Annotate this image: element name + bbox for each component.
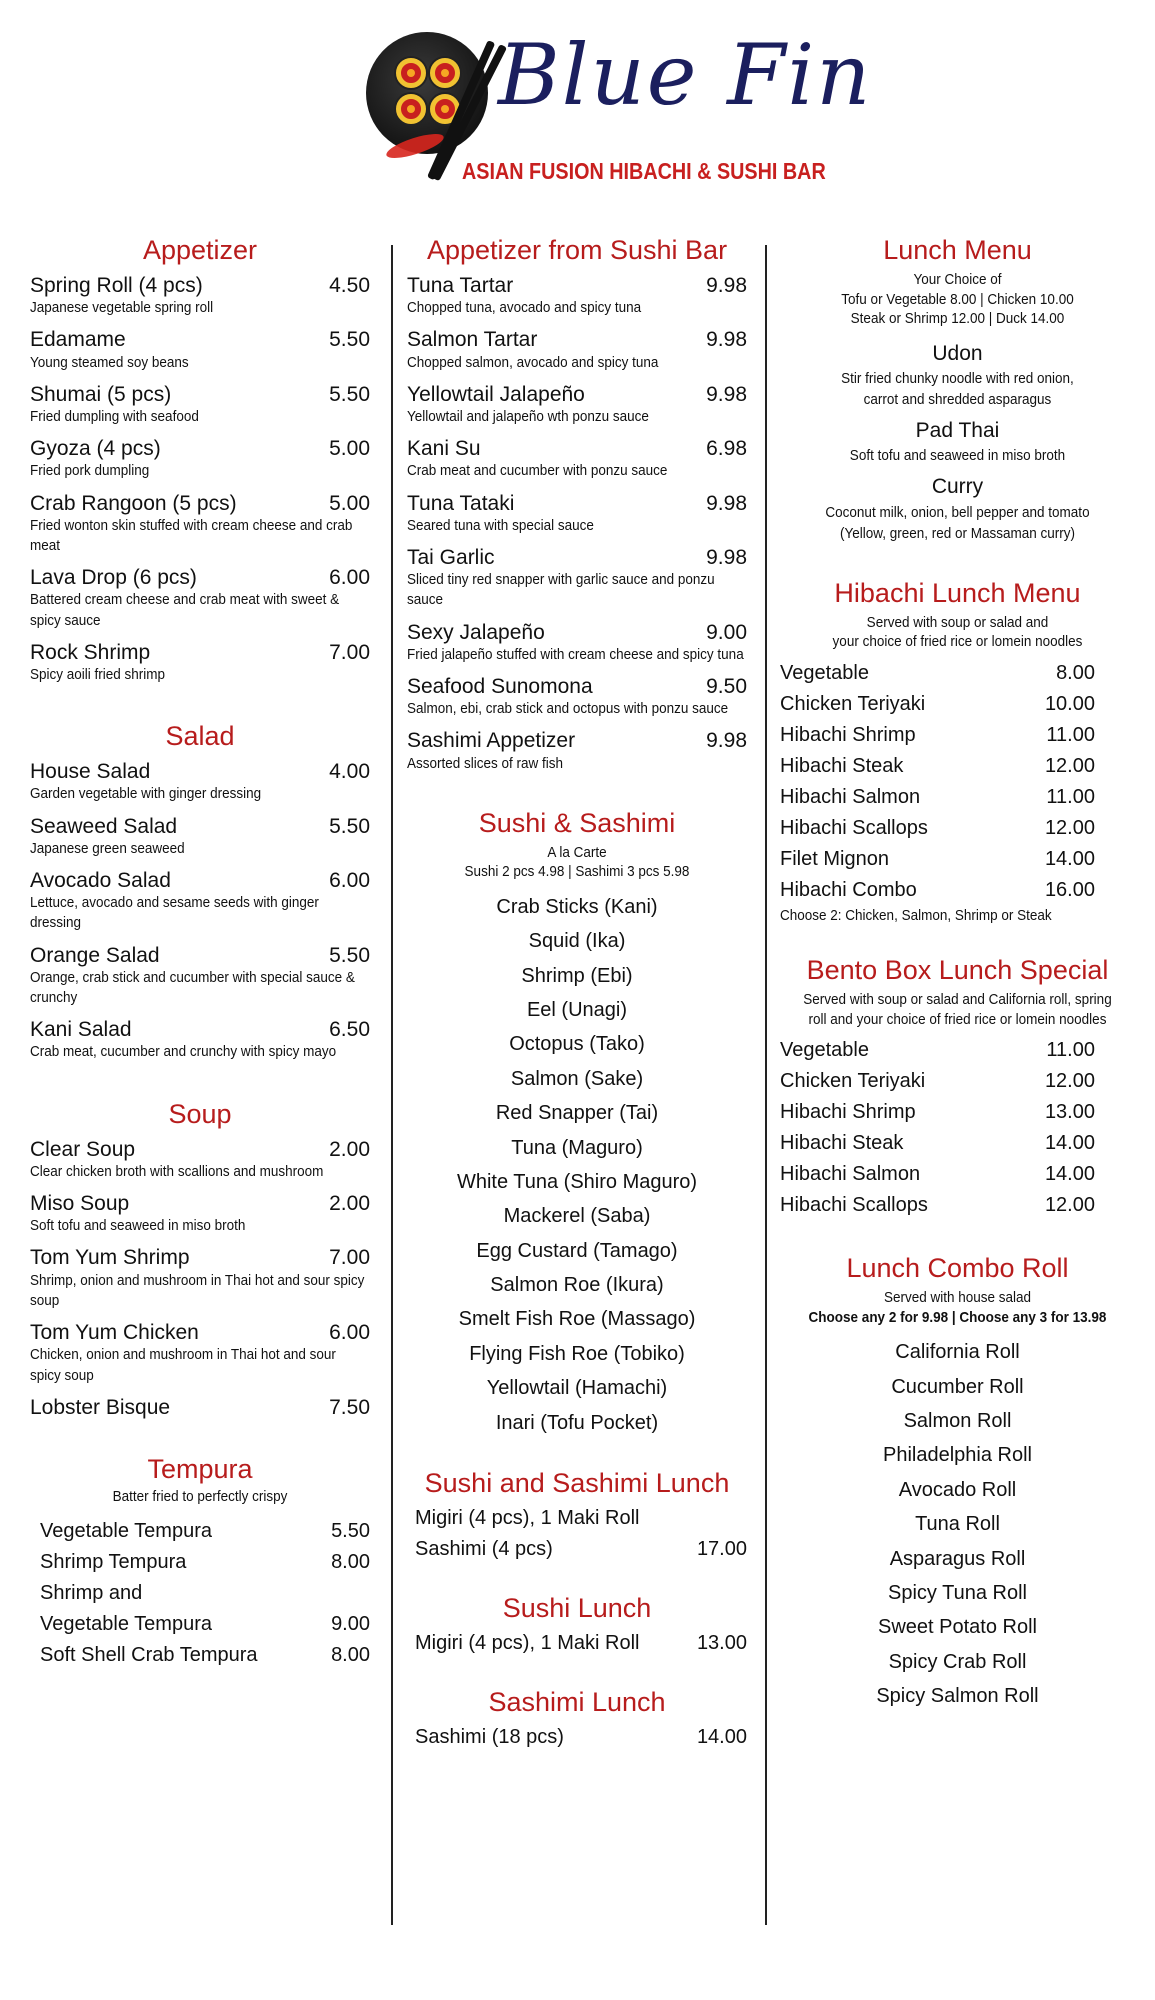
sushi-piece-icon <box>430 58 460 88</box>
item-name: Hibachi Shrimp <box>780 1101 916 1124</box>
section-subtitle: Served with soup or salad and California roll, spring <box>803 991 1112 1009</box>
item-header <box>407 675 747 699</box>
item-name: Tuna Tartar <box>407 274 514 297</box>
menu-line <box>40 1547 370 1578</box>
sushi-piece-icon <box>396 94 426 124</box>
menu-item <box>30 1396 370 1420</box>
list-item: Egg Custard (Tamago) <box>476 1239 678 1262</box>
header <box>0 0 1155 200</box>
item-name: Udon <box>932 341 983 365</box>
item-name: Filet Mignon <box>780 847 889 870</box>
item-description: Soft tofu and seaweed in miso broth <box>849 447 1066 465</box>
menu-item <box>407 328 747 372</box>
item-name: Orange Salad <box>30 943 160 967</box>
item-header <box>407 729 747 753</box>
item-price: 6.00 <box>329 1321 370 1345</box>
menu-item <box>780 472 1135 543</box>
menu-item <box>407 274 747 318</box>
item-price: 9.98 <box>706 382 747 406</box>
section-title: Sashimi Lunch <box>488 1687 666 1718</box>
menu-line <box>40 1516 370 1547</box>
section-sushi-sashimi <box>407 808 747 1440</box>
item-header <box>30 566 370 590</box>
item-name: Shrimp Tempura <box>40 1551 187 1574</box>
item-description: Sliced tiny red snapper with garlic sauce and ponzu sauce <box>407 571 715 609</box>
item-name: Kani Su <box>407 437 481 461</box>
item-header <box>30 1321 370 1345</box>
item-name: Lobster Bisque <box>30 1395 171 1419</box>
menu-line <box>40 1609 370 1640</box>
item-name: Seafood Sunomona <box>407 674 593 698</box>
item-name: Avocado Salad <box>30 869 171 893</box>
item-description: Salmon, ebi, crab stick and octopus with ponzu sauce <box>407 700 729 718</box>
item-name: Salmon Tartar <box>407 328 538 352</box>
item-name: Chicken Teriyaki <box>780 692 926 715</box>
list-item: Octopus (Tako) <box>509 1033 645 1056</box>
item-name: House Salad <box>30 760 151 784</box>
list-item: Salmon (Sake) <box>510 1067 644 1090</box>
section-subtitle: your choice of fried rice or lomein noodles <box>832 633 1083 651</box>
section-subtitle: Steak or Shrimp 12.00 | Duck 14.00 <box>850 310 1065 327</box>
item-description: Fried pork dumpling <box>30 462 150 480</box>
item-header <box>407 383 747 407</box>
menu-line <box>407 1503 747 1534</box>
menu-item <box>30 1138 370 1182</box>
item-description: Spicy aoili fried shrimp <box>30 665 166 683</box>
item-name: Rock Shrimp <box>30 640 151 664</box>
section-title: Tempura <box>147 1453 253 1484</box>
menu-item <box>407 383 747 427</box>
item-price: 9.98 <box>706 491 747 515</box>
menu-item <box>30 383 370 427</box>
section-subtitle: Served with soup or salad and <box>866 613 1049 631</box>
item-price: 10.00 <box>1044 692 1095 715</box>
item-price: 4.50 <box>329 274 370 297</box>
item-name: Shrimp and <box>40 1582 143 1605</box>
section-tempura <box>30 1454 370 1672</box>
item-price: 5.00 <box>329 437 370 461</box>
column-divider <box>765 245 767 1925</box>
item-name: Hibachi Steak <box>780 1132 904 1155</box>
item-description: Shrimp, onion and mushroom in Thai hot and sour spicy soup <box>30 1271 365 1309</box>
column-divider <box>391 245 393 1925</box>
item-description: Coconut milk, onion, bell pepper and tomato <box>825 503 1090 521</box>
menu-item <box>780 416 1135 466</box>
section-subtitle: Your Choice of <box>913 271 1002 288</box>
item-price: 4.00 <box>329 760 370 784</box>
item-name: Edamame <box>30 328 126 352</box>
column-left <box>30 235 370 1671</box>
item-description: Soft tofu and seaweed in miso broth <box>30 1217 246 1235</box>
item-name: Seaweed Salad <box>30 814 178 838</box>
item-price: 8.00 <box>331 1551 370 1574</box>
item-description: Battered cream cheese and crab meat with sweet & spicy sauce <box>30 591 340 629</box>
item-price: 6.50 <box>329 1018 370 1042</box>
list-item: Shrimp (Ebi) <box>521 964 633 987</box>
item-price: 12.00 <box>1044 1194 1095 1217</box>
menu-line <box>40 1578 370 1609</box>
item-name: Hibachi Steak <box>780 754 904 777</box>
list-item: Sweet Potato Roll <box>878 1616 1037 1639</box>
item-description: Assorted slices of raw fish <box>407 754 564 772</box>
menu-line <box>40 1640 370 1671</box>
item-price: 13.00 <box>696 1632 747 1655</box>
section-title: Appetizer from Sushi Bar <box>426 235 728 265</box>
item-name: Clear Soup <box>30 1137 136 1161</box>
menu-line <box>780 1097 1095 1128</box>
item-name: Vegetable Tempura <box>40 1613 212 1636</box>
item-price: 11.00 <box>1046 785 1095 808</box>
item-description: Fried wonton skin stuffed with cream cheese and crab meat <box>30 516 353 554</box>
list-item: Philadelphia Roll <box>883 1444 1032 1467</box>
item-price: 6.98 <box>706 437 747 461</box>
item-price: 12.00 <box>1044 1070 1095 1093</box>
item-description: Young steamed soy beans <box>30 353 189 371</box>
item-description: carrot and shredded asparagus <box>863 390 1052 408</box>
section-title: Appetizer <box>142 235 258 265</box>
item-price: 9.98 <box>706 729 747 753</box>
section-subtitle: roll and your choice of fried rice or lomein noodles <box>808 1010 1107 1028</box>
item-name: Hibachi Shrimp <box>780 723 916 746</box>
list-item: Asparagus Roll <box>889 1547 1026 1570</box>
item-header <box>30 1138 370 1162</box>
item-header <box>30 274 370 298</box>
section-bento <box>780 955 1135 1221</box>
item-header <box>30 437 370 461</box>
item-header <box>30 383 370 407</box>
list-item: Yellowtail (Hamachi) <box>486 1377 668 1400</box>
list-item: Tuna (Maguro) <box>511 1136 643 1159</box>
menu-item <box>30 492 370 557</box>
item-price: 7.50 <box>329 1395 370 1419</box>
item-name: Crab Rangoon (5 pcs) <box>30 491 237 515</box>
item-price: 17.00 <box>696 1538 747 1561</box>
item-price: 7.00 <box>329 1246 370 1270</box>
section-hibachi-lunch <box>780 578 1135 926</box>
item-name: Hibachi Combo <box>780 878 917 901</box>
section-title: Hibachi Lunch Menu <box>834 577 1081 608</box>
menu-line <box>780 782 1095 813</box>
item-description: Chicken, onion and mushroom in Thai hot and sour spicy soup <box>30 1346 336 1384</box>
section-sushi-lunch <box>407 1593 747 1659</box>
menu-line <box>780 1159 1095 1190</box>
item-name: Pad Thai <box>915 418 1000 442</box>
menu-item <box>407 675 747 719</box>
item-name: Migiri (4 pcs), 1 Maki Roll <box>415 1507 640 1530</box>
item-price: 14.00 <box>1044 1163 1095 1186</box>
item-description: Clear chicken broth with scallions and mushroom <box>30 1162 324 1180</box>
menu-item <box>30 815 370 859</box>
item-name: Hibachi Scallops <box>780 1194 928 1217</box>
list-item: White Tuna (Shiro Maguro) <box>456 1170 698 1193</box>
item-description: Seared tuna with special sauce <box>407 516 594 534</box>
item-description: Fried jalapeño stuffed with cream cheese and spicy tuna <box>407 645 744 663</box>
menu-line <box>407 1534 747 1565</box>
item-header <box>30 815 370 839</box>
list-item: Spicy Salmon Roll <box>876 1685 1039 1708</box>
menu-item <box>30 1018 370 1062</box>
list-item: Spicy Tuna Roll <box>888 1581 1027 1604</box>
item-price: 8.00 <box>331 1644 370 1667</box>
item-price: 6.00 <box>329 566 370 590</box>
item-price: 14.00 <box>1044 1132 1095 1155</box>
list-item: Crab Sticks (Kani) <box>496 895 658 918</box>
section-title: Salad <box>165 721 235 752</box>
section-lunch-menu <box>780 235 1135 544</box>
item-name: Sexy Jalapeño <box>407 620 545 644</box>
menu-line <box>780 813 1095 844</box>
item-price: 9.98 <box>706 274 747 297</box>
item-description: Lettuce, avocado and sesame seeds with ginger dressing <box>30 894 319 932</box>
section-title: Lunch Combo Roll <box>846 1253 1069 1284</box>
item-name: Soft Shell Crab Tempura <box>40 1644 258 1667</box>
section-title: Soup <box>168 1098 232 1129</box>
item-header <box>407 492 747 516</box>
item-description: Chopped salmon, avocado and spicy tuna <box>407 353 659 371</box>
menu-line <box>780 720 1095 751</box>
menu-item <box>30 944 370 1009</box>
item-name: Kani Salad <box>30 1018 132 1042</box>
menu-item <box>30 566 370 631</box>
item-price: 2.00 <box>329 1192 370 1216</box>
item-price: 5.50 <box>331 1520 370 1543</box>
menu-line <box>780 751 1095 782</box>
item-price: 9.98 <box>706 328 747 352</box>
section-title: Sushi Lunch <box>502 1593 652 1624</box>
section-subtitle: Batter fried to perfectly crispy <box>112 1487 288 1505</box>
item-price: 5.50 <box>329 943 370 967</box>
item-price: 14.00 <box>696 1726 747 1749</box>
list-item: Mackerel (Saba) <box>503 1205 651 1228</box>
item-header <box>30 1018 370 1042</box>
item-name: Curry <box>931 475 984 499</box>
item-name: Tom Yum Chicken <box>30 1321 199 1345</box>
item-name: Migiri (4 pcs), 1 Maki Roll <box>415 1632 640 1655</box>
item-price: 7.00 <box>329 640 370 664</box>
brand-name: Blue Fin <box>498 26 873 124</box>
menu-item <box>30 760 370 804</box>
section-sushi-appetizer <box>407 235 747 774</box>
menu-item <box>407 492 747 536</box>
item-price: 5.50 <box>329 328 370 352</box>
section-sushi-sashimi-lunch <box>407 1468 747 1565</box>
item-description: Yellowtail and jalapeño wth ponzu sauce <box>407 407 649 425</box>
menu-line <box>780 1190 1095 1221</box>
section-subtitle: Sushi 2 pcs 4.98 | Sashimi 3 pcs 5.98 <box>464 863 690 881</box>
item-header <box>30 760 370 784</box>
menu-item <box>407 437 747 481</box>
item-header <box>30 641 370 665</box>
section-title: Lunch Menu <box>883 235 1032 265</box>
section-subtitle: Served with house salad <box>883 1289 1032 1307</box>
menu-line <box>780 844 1095 875</box>
menu-line <box>780 875 1095 906</box>
menu-line <box>407 1628 747 1659</box>
item-price: 9.50 <box>706 674 747 698</box>
item-price: 14.00 <box>1044 847 1095 870</box>
item-name: Tai Garlic <box>407 545 495 569</box>
item-header <box>30 1396 370 1420</box>
menu-item <box>30 328 370 372</box>
section-combo-roll <box>780 1253 1135 1713</box>
item-description: Japanese green seaweed <box>30 839 185 857</box>
item-header <box>407 546 747 570</box>
item-name: Vegetable <box>780 661 869 684</box>
item-price: 8.00 <box>1056 661 1095 684</box>
item-name: Yellowtail Jalapeño <box>407 382 585 406</box>
list-item: Flying Fish Roe (Tobiko) <box>469 1342 685 1365</box>
menu-line <box>407 1722 747 1753</box>
item-name: Lava Drop (6 pcs) <box>30 566 197 590</box>
item-price: 2.00 <box>329 1137 370 1161</box>
item-description: Chopped tuna, avocado and spicy tuna <box>407 299 642 317</box>
section-appetizer <box>30 235 370 685</box>
item-header <box>30 328 370 352</box>
item-description: Crab meat, cucumber and crunchy with spicy mayo <box>30 1043 337 1061</box>
section-soup <box>30 1099 370 1420</box>
item-header <box>30 492 370 516</box>
menu-item <box>30 641 370 685</box>
menu-item <box>30 437 370 481</box>
menu-item <box>30 1192 370 1236</box>
item-name: Vegetable <box>780 1039 869 1062</box>
list-item: Squid (Ika) <box>528 930 626 953</box>
item-header <box>30 869 370 893</box>
menu-line <box>780 1066 1095 1097</box>
brand-tagline: ASIAN FUSION HIBACHI & SUSHI BAR <box>462 158 826 184</box>
item-header <box>407 621 747 645</box>
item-name: Tuna Tataki <box>407 491 515 515</box>
item-header <box>407 328 747 352</box>
item-name: Miso Soup <box>30 1192 130 1216</box>
list-item: Spicy Crab Roll <box>888 1650 1027 1673</box>
item-name: Chicken Teriyaki <box>780 1070 926 1093</box>
item-name: Hibachi Scallops <box>780 816 928 839</box>
item-name: Sashimi (4 pcs) <box>415 1538 553 1561</box>
item-description: Crab meat and cucumber with ponzu sauce <box>407 462 668 480</box>
item-name: Vegetable Tempura <box>40 1520 212 1543</box>
section-salad <box>30 721 370 1062</box>
item-price: 9.00 <box>331 1613 370 1636</box>
item-price: 12.00 <box>1044 816 1095 839</box>
item-description: Japanese vegetable spring roll <box>30 299 214 317</box>
item-price: 11.00 <box>1046 1039 1095 1062</box>
item-price: 13.00 <box>1044 1101 1095 1124</box>
item-description: Orange, crab stick and cucumber with special sauce & crunchy <box>30 968 355 1007</box>
item-description: Stir fried chunky noodle with red onion, <box>841 369 1074 387</box>
item-name: Spring Roll (4 pcs) <box>30 274 203 297</box>
item-price: 9.00 <box>706 620 747 644</box>
menu-line <box>780 658 1095 689</box>
menu-item <box>30 1246 370 1311</box>
item-description: Fried dumpling with seafood <box>30 407 199 425</box>
item-price: 6.00 <box>329 869 370 893</box>
item-header <box>407 274 747 298</box>
item-price: 5.50 <box>329 382 370 406</box>
section-title: Sushi & Sashimi <box>478 807 676 838</box>
item-price: 9.98 <box>706 545 747 569</box>
item-price: 16.00 <box>1044 878 1095 901</box>
item-name: Shumai (5 pcs) <box>30 382 172 406</box>
menu-item <box>30 1321 370 1386</box>
menu-line <box>780 689 1095 720</box>
item-header <box>407 437 747 461</box>
item-description: Garden vegetable with ginger dressing <box>30 785 262 803</box>
item-price: 5.00 <box>329 491 370 515</box>
item-name: Gyoza (4 pcs) <box>30 437 161 461</box>
list-item: Inari (Tofu Pocket) <box>495 1411 659 1434</box>
item-price: 12.00 <box>1044 754 1095 777</box>
menu-item <box>780 339 1135 410</box>
section-subtitle: Tofu or Vegetable 8.00 | Chicken 10.00 <box>841 290 1074 308</box>
list-item: Tuna Roll <box>915 1513 1000 1536</box>
list-item: Eel (Unagi) <box>526 998 628 1021</box>
section-subtitle: Choose any 2 for 9.98 | Choose any 3 for 13.98 <box>808 1308 1107 1326</box>
item-name: Tom Yum Shrimp <box>30 1246 190 1270</box>
section-sashimi-lunch <box>407 1687 747 1753</box>
item-header <box>30 1192 370 1216</box>
item-description: (Yellow, green, red or Massaman curry) <box>839 524 1076 542</box>
item-header <box>30 1246 370 1270</box>
list-item: Cucumber Roll <box>891 1375 1024 1398</box>
menu-line <box>780 1035 1095 1066</box>
menu-item <box>407 546 747 611</box>
list-item: Salmon Roe (Ikura) <box>490 1274 664 1297</box>
item-price: 11.00 <box>1046 723 1095 746</box>
section-title: Sushi and Sashimi Lunch <box>424 1468 730 1499</box>
section-subtitle: A la Carte <box>547 843 607 861</box>
column-right <box>780 235 1135 1713</box>
list-item: Red Snapper (Tai) <box>495 1102 659 1125</box>
list-item: Smelt Fish Roe (Massago) <box>458 1308 696 1331</box>
item-name: Hibachi Salmon <box>780 785 921 808</box>
item-price: 5.50 <box>329 814 370 838</box>
sushi-piece-icon <box>396 58 426 88</box>
menu-item <box>407 621 747 665</box>
item-name: Sashimi (18 pcs) <box>415 1726 564 1749</box>
menu-line <box>780 1128 1095 1159</box>
menu-item <box>30 274 370 318</box>
list-item: California Roll <box>895 1341 1020 1364</box>
menu-item <box>30 869 370 934</box>
menu-item <box>407 729 747 773</box>
item-note: Choose 2: Chicken, Salmon, Shrimp or Steak <box>780 906 1052 924</box>
item-name: Sashimi Appetizer <box>407 729 576 753</box>
list-item: Avocado Roll <box>898 1478 1017 1501</box>
item-header <box>30 944 370 968</box>
column-middle <box>407 235 747 1753</box>
list-item: Salmon Roll <box>903 1409 1012 1432</box>
section-title: Bento Box Lunch Special <box>806 955 1109 986</box>
item-name: Hibachi Salmon <box>780 1163 921 1186</box>
